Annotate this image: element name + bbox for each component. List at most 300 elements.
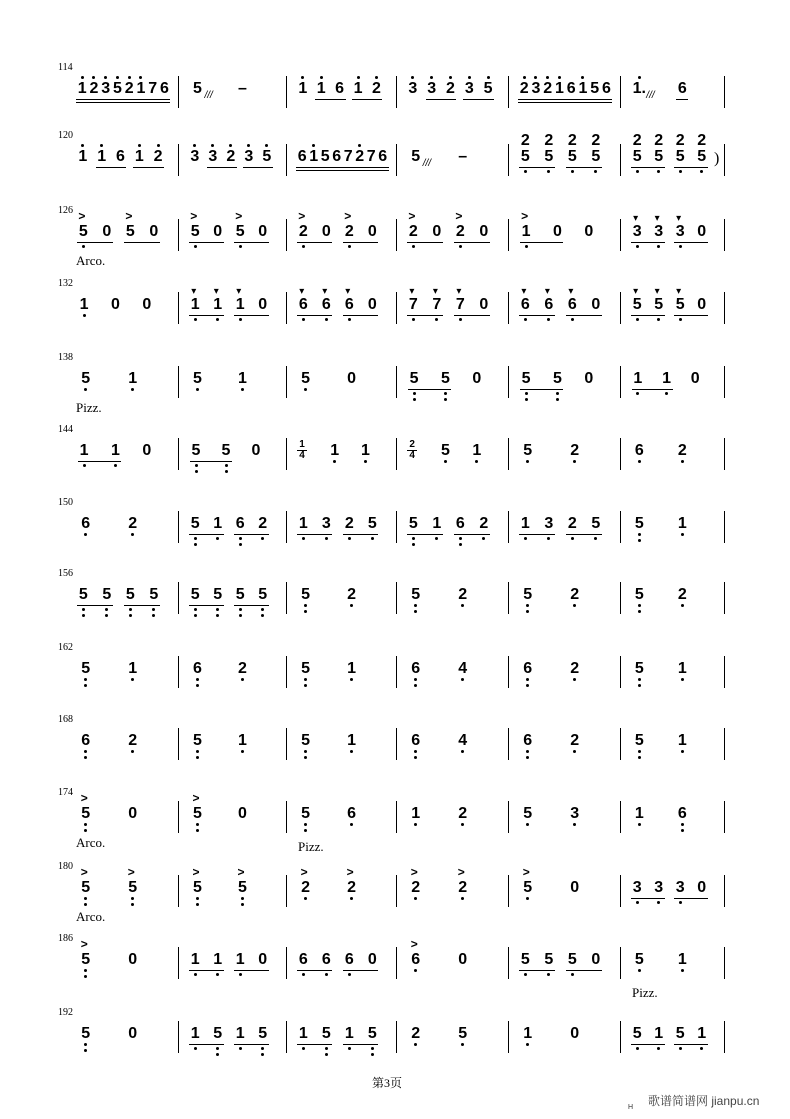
octave-dot-low — [679, 1047, 682, 1050]
note: 1 — [213, 296, 223, 313]
note: 6 — [347, 805, 357, 822]
octave-dot-high — [128, 76, 131, 79]
beam-underline — [147, 99, 171, 100]
octave-dot-low — [681, 604, 684, 607]
octave-dot-low — [636, 1047, 639, 1050]
barline — [724, 144, 725, 176]
octave-dot-high — [229, 144, 232, 147]
note: 1 — [235, 1025, 245, 1042]
barline — [620, 292, 621, 324]
note: 3 — [427, 80, 437, 97]
note: 2 — [128, 732, 138, 749]
note: 3 — [675, 223, 685, 240]
note: 5 — [301, 660, 311, 677]
barline — [620, 511, 621, 543]
note: 6 — [455, 515, 465, 532]
note: 5 — [411, 586, 421, 603]
octave-dot-low — [304, 897, 307, 900]
note: 1 — [521, 223, 531, 240]
octave-dot-low — [461, 604, 464, 607]
octave-dot-low — [304, 610, 307, 613]
barline — [396, 292, 397, 324]
note: 0 — [432, 223, 442, 240]
tremolo-mark: /// — [204, 90, 213, 101]
note: 5 — [301, 732, 311, 749]
octave-dot-high — [375, 76, 378, 79]
octave-dot-low — [348, 1047, 351, 1050]
beam-underline — [565, 99, 589, 100]
octave-dot-low — [547, 973, 550, 976]
note: 5 — [544, 148, 554, 165]
barline — [286, 875, 287, 907]
staccato-mark: ▾ — [409, 286, 415, 297]
beam-underline — [123, 102, 147, 103]
beam-underline — [343, 1044, 378, 1045]
octave-dot-low — [216, 973, 219, 976]
barline — [620, 76, 621, 108]
music-system — [0, 130, 790, 190]
octave-dot-low — [333, 460, 336, 463]
octave-dot-low — [461, 897, 464, 900]
beam-underline — [124, 605, 160, 606]
note: 0 — [570, 879, 580, 896]
octave-dot-low — [195, 464, 198, 467]
note: 6 — [567, 296, 577, 313]
octave-dot-low — [216, 318, 219, 321]
octave-dot-low — [526, 1043, 529, 1046]
note: 5 — [567, 148, 577, 165]
beam-underline — [297, 315, 332, 316]
note: 2 — [89, 80, 99, 97]
barline — [286, 144, 287, 176]
barline — [724, 219, 725, 251]
barline — [396, 511, 397, 543]
octave-dot-low — [638, 604, 641, 607]
barline — [724, 801, 725, 833]
barline — [286, 366, 287, 398]
note: 5 — [262, 148, 272, 165]
note: 1 — [213, 951, 223, 968]
accent-mark: > — [410, 937, 418, 951]
barline — [286, 292, 287, 324]
octave-dot-high — [100, 144, 103, 147]
octave-dot-high — [211, 144, 214, 147]
octave-dot-low — [241, 897, 244, 900]
octave-dot-high — [312, 144, 315, 147]
music-system — [0, 62, 790, 122]
note: 0 — [149, 223, 159, 240]
note: 5 — [193, 80, 202, 97]
note: 5 — [78, 223, 88, 240]
note: 1 — [330, 442, 340, 459]
barline — [724, 728, 725, 760]
octave-dot-high — [81, 144, 84, 147]
octave-dot-low — [573, 604, 576, 607]
music-system — [0, 424, 790, 484]
beam-underline — [519, 970, 555, 971]
note: 5 — [321, 1025, 331, 1042]
octave-dot-low — [194, 245, 197, 248]
octave-dot-high — [411, 76, 414, 79]
octave-dot-low — [131, 750, 134, 753]
octave-dot-low — [261, 1047, 264, 1050]
octave-dot-low — [526, 604, 529, 607]
staccato-mark: ▾ — [236, 286, 242, 297]
note: 5 — [523, 805, 533, 822]
beam-underline — [566, 315, 602, 316]
note: 5 — [411, 148, 421, 165]
octave-dot-low — [371, 1053, 374, 1056]
beam-underline — [189, 970, 224, 971]
note: 1 — [298, 80, 308, 97]
barline — [620, 144, 621, 176]
beam-underline — [631, 315, 665, 316]
octave-dot-low — [461, 1043, 464, 1046]
octave-dot-high — [193, 144, 196, 147]
beam-underline — [234, 1044, 269, 1045]
note: 5 — [367, 1025, 377, 1042]
music-system — [0, 861, 790, 924]
octave-dot-low — [239, 537, 242, 540]
note: 5 — [193, 805, 202, 822]
accent-mark: > — [521, 209, 529, 223]
note: 6 — [544, 296, 554, 313]
note: 5 — [634, 586, 644, 603]
octave-dot-low — [84, 969, 87, 972]
octave-dot-low — [444, 460, 447, 463]
note: 6 — [335, 80, 345, 97]
accent-mark: > — [300, 865, 308, 879]
octave-dot-low — [194, 318, 197, 321]
barline — [508, 219, 509, 251]
octave-dot-low — [152, 608, 155, 611]
octave-dot-low — [196, 903, 199, 906]
note: 1 — [677, 660, 687, 677]
octave-dot-low — [435, 318, 438, 321]
accent-mark: > — [80, 791, 88, 805]
beam-underline — [77, 605, 113, 606]
octave-dot-low — [636, 170, 639, 173]
beam-underline — [77, 242, 113, 243]
staccato-mark: ▾ — [633, 286, 639, 297]
octave-dot-low — [216, 1047, 219, 1050]
beam-underline — [542, 99, 566, 100]
octave-dot-low — [194, 973, 197, 976]
note: 7 — [366, 148, 376, 165]
note: 7 — [408, 296, 418, 313]
beam-underline — [319, 170, 343, 171]
octave-dot-low — [371, 537, 374, 540]
barline — [286, 511, 287, 543]
note: 5 — [591, 148, 601, 165]
barline — [508, 438, 509, 470]
beam-underline — [632, 389, 673, 390]
beam-underline — [234, 315, 269, 316]
octave-dot-high — [449, 76, 452, 79]
octave-dot-low — [435, 537, 438, 540]
octave-dot-low — [239, 973, 242, 976]
beam-underline — [407, 315, 443, 316]
octave-dot-low — [459, 245, 462, 248]
technique-marking: Arco. — [76, 253, 106, 268]
octave-dot-low — [573, 460, 576, 463]
octave-dot-low — [131, 678, 134, 681]
octave-dot-low — [638, 969, 641, 972]
note: 1 — [316, 80, 326, 97]
barline — [178, 875, 179, 907]
octave-dot-low — [196, 388, 199, 391]
staccato-mark: ▾ — [345, 286, 351, 297]
note: 6 — [298, 296, 308, 313]
beam-underline — [96, 167, 127, 168]
octave-dot-low — [350, 750, 353, 753]
note: 1 — [235, 951, 245, 968]
octave-dot-low — [196, 829, 199, 832]
octave-dot-low — [196, 678, 199, 681]
octave-dot-low — [657, 318, 660, 321]
note: 6 — [81, 515, 91, 532]
note: 6 — [235, 515, 245, 532]
note: 5 — [81, 805, 91, 822]
octave-dot-low — [239, 1047, 242, 1050]
beam-underline — [296, 167, 320, 168]
barline — [724, 582, 725, 614]
octave-dot-low — [636, 901, 639, 904]
beam-underline — [207, 167, 237, 168]
note: 5 — [78, 586, 88, 603]
staccato-mark: ▾ — [654, 286, 660, 297]
octave-dot-low — [414, 750, 417, 753]
octave-dot-low — [636, 318, 639, 321]
technique-marking: Pizz. — [298, 839, 324, 854]
octave-dot-low — [371, 1047, 374, 1050]
octave-dot-low — [679, 901, 682, 904]
note: 5 — [125, 223, 135, 240]
accent-mark: > — [127, 865, 135, 879]
music-system — [0, 352, 790, 415]
note: 1 — [347, 660, 357, 677]
note: 2 — [344, 515, 354, 532]
octave-dot-low — [657, 245, 660, 248]
beam-underline — [189, 1044, 224, 1045]
note: 2 — [347, 879, 357, 896]
beam-underline — [519, 534, 555, 535]
octave-dot-high — [157, 144, 160, 147]
accent-mark: > — [457, 865, 465, 879]
barline — [620, 801, 621, 833]
note: 5 — [520, 148, 530, 165]
octave-dot-low — [348, 245, 351, 248]
beam-underline — [190, 461, 232, 462]
octave-dot-low — [84, 756, 87, 759]
octave-dot-low — [261, 1053, 264, 1056]
note: 1 — [238, 732, 247, 749]
octave-dot-low — [350, 897, 353, 900]
note: 0 — [128, 951, 138, 968]
octave-dot-low — [348, 537, 351, 540]
note: 1 — [298, 1025, 308, 1042]
staccato-mark: ▾ — [322, 286, 328, 297]
note: 6 — [411, 951, 421, 968]
beam-underline — [408, 389, 451, 390]
note: 5 — [258, 1025, 268, 1042]
octave-dot-low — [594, 170, 597, 173]
note: 5 — [409, 370, 419, 387]
octave-dot-low — [82, 614, 85, 617]
beam-underline — [189, 315, 224, 316]
measure-number: 120 — [58, 130, 73, 141]
note: 2 — [298, 223, 308, 240]
note: 3 — [570, 805, 580, 822]
staccato-mark: ▾ — [432, 286, 438, 297]
octave-dot-low — [302, 537, 305, 540]
note: 2 — [226, 148, 236, 165]
note: 0 — [258, 296, 268, 313]
note: 0 — [128, 805, 138, 822]
accent-mark: > — [80, 865, 88, 879]
note: 6 — [378, 148, 388, 165]
note: 2 — [153, 148, 163, 165]
note: 0 — [367, 951, 377, 968]
octave-dot-low — [83, 464, 86, 467]
note: 5 — [441, 370, 450, 387]
octave-dot-high — [430, 76, 433, 79]
note: 5 — [191, 442, 201, 459]
barline — [286, 582, 287, 614]
octave-dot-low — [636, 245, 639, 248]
barline — [286, 656, 287, 688]
octave-dot-low — [241, 388, 244, 391]
octave-dot-low — [84, 823, 87, 826]
note: 5 — [235, 586, 245, 603]
octave-dot-low — [524, 537, 527, 540]
beam-underline — [243, 167, 273, 168]
note: 2 — [124, 80, 134, 97]
note: 1 — [111, 442, 120, 459]
note: 1 — [677, 951, 687, 968]
beam-underline — [124, 242, 160, 243]
octave-dot-low — [681, 460, 684, 463]
note: 0 — [690, 370, 700, 387]
octave-dot-high — [81, 76, 84, 79]
note: 1 — [520, 515, 530, 532]
octave-dot-low — [681, 969, 684, 972]
note: 0 — [238, 805, 247, 822]
beam-underline — [352, 99, 382, 100]
beam-underline — [297, 970, 332, 971]
measure-number: 114 — [58, 62, 73, 73]
beam-underline — [518, 99, 542, 100]
beam-underline — [631, 898, 665, 899]
beam-underline — [519, 315, 555, 316]
barline — [396, 801, 397, 833]
barline — [396, 219, 397, 251]
octave-dot-low — [526, 756, 529, 759]
octave-dot-low — [414, 604, 417, 607]
note: 3 — [408, 80, 418, 97]
time-signature — [297, 440, 307, 461]
octave-dot-low — [131, 388, 134, 391]
measure-number: 156 — [58, 568, 73, 579]
note: 5 — [523, 586, 533, 603]
music-system — [0, 497, 790, 557]
note: 6 — [297, 148, 307, 165]
octave-dot-low — [196, 823, 199, 826]
octave-dot-high — [320, 76, 323, 79]
barline — [286, 438, 287, 470]
music-system — [0, 1007, 790, 1067]
octave-dot-low — [636, 392, 639, 395]
page-label: 第3页 — [372, 1076, 403, 1090]
time-signature — [407, 440, 417, 461]
beam-underline — [319, 167, 343, 168]
octave-dot-high — [546, 76, 549, 79]
barline — [508, 1021, 509, 1053]
note: 2 — [258, 515, 268, 532]
beam-underline — [520, 389, 563, 390]
note: 5 — [634, 660, 644, 677]
note: 5 — [408, 515, 418, 532]
octave-dot-low — [325, 973, 328, 976]
note: 5 — [81, 370, 91, 387]
measure-number: 192 — [58, 1007, 73, 1018]
note: 5 — [697, 148, 707, 165]
octave-dot-low — [196, 750, 199, 753]
note: 5 — [591, 515, 601, 532]
octave-dot-low — [414, 823, 417, 826]
music-system — [0, 787, 790, 854]
octave-dot-low — [526, 460, 529, 463]
octave-dot-low — [657, 170, 660, 173]
beam-underline — [78, 461, 121, 462]
note: 5 — [521, 370, 531, 387]
octave-dot-low — [573, 823, 576, 826]
octave-dot-low — [414, 610, 417, 613]
staccato-mark: ▾ — [521, 286, 527, 297]
note: 2 — [446, 80, 455, 97]
beam-underline — [343, 534, 378, 535]
barline — [724, 947, 725, 979]
note: 6 — [344, 296, 354, 313]
octave-dot-low — [525, 245, 528, 248]
beam-underline — [297, 534, 332, 535]
octave-dot-low — [413, 392, 416, 395]
octave-dot-low — [414, 1043, 417, 1046]
accent-mark: > — [125, 209, 133, 223]
note: 6 — [566, 80, 576, 97]
staccato-mark: ▾ — [191, 286, 197, 297]
octave-dot-low — [348, 318, 351, 321]
note: 5 — [675, 148, 685, 165]
octave-dot-low — [239, 608, 242, 611]
staccato-mark: ▾ — [456, 286, 462, 297]
barline — [396, 1021, 397, 1053]
note: 5 — [81, 879, 91, 896]
octave-dot-low — [638, 678, 641, 681]
note: 5 — [81, 1025, 91, 1042]
staccato-mark: ▾ — [633, 213, 639, 224]
octave-dot-low — [571, 973, 574, 976]
barline — [178, 801, 179, 833]
barline — [178, 511, 179, 543]
chord-note: 2 — [632, 132, 642, 149]
note: 5 — [190, 515, 200, 532]
octave-dot-low — [526, 750, 529, 753]
note: 5 — [523, 442, 533, 459]
note: 6 — [81, 732, 91, 749]
note: 0 — [584, 370, 594, 387]
note: 2 — [458, 586, 468, 603]
